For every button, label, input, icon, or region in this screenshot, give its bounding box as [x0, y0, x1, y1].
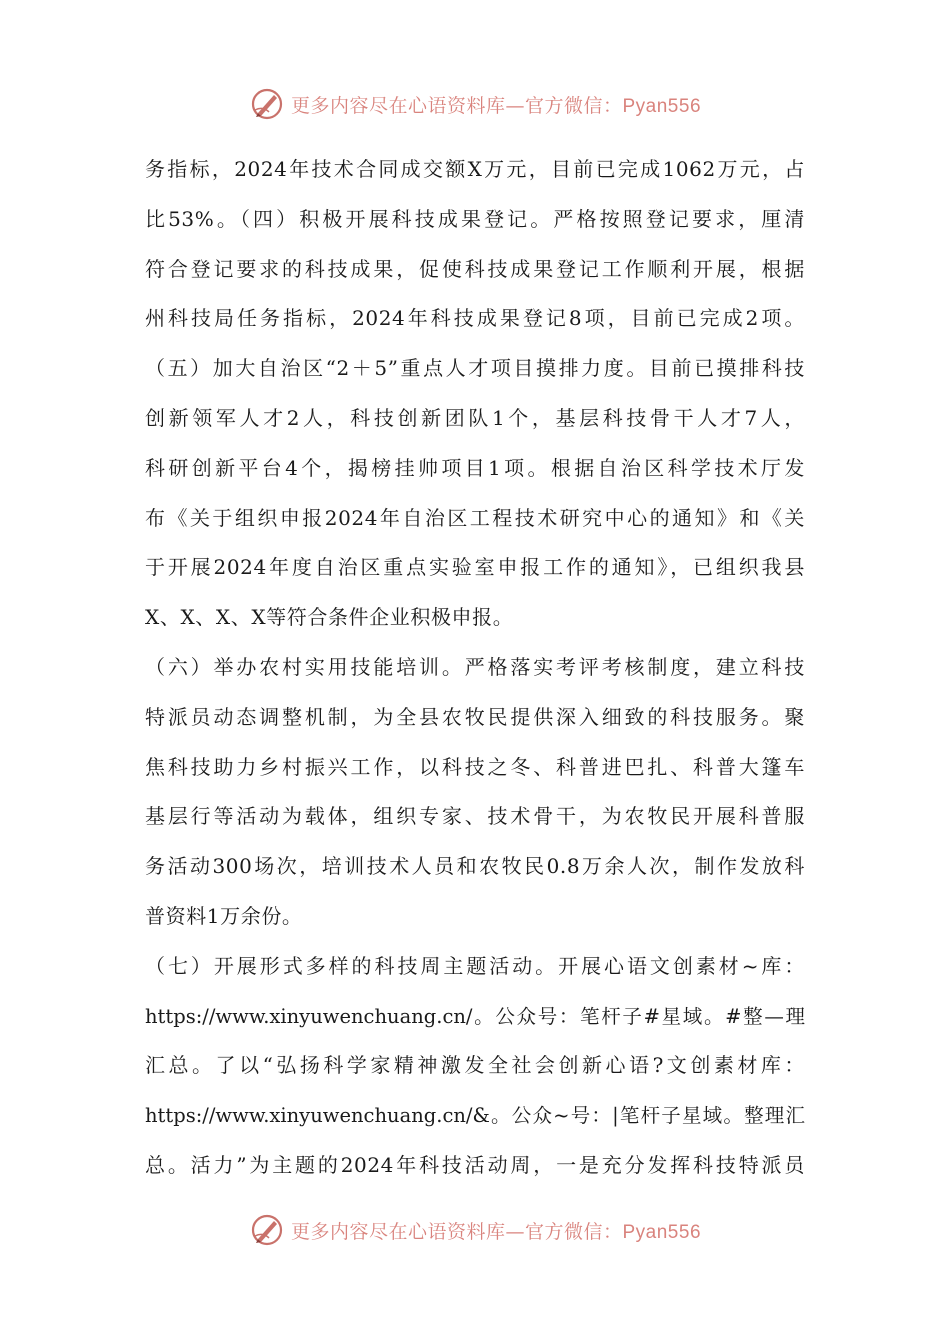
- body-line: 科研创新平台4个，揭榜挂帅项目1项。根据自治区科学技术厅发: [145, 455, 805, 480]
- footer-watermark-cn: 更多内容尽在心语资料库—官方微信：: [290, 1220, 623, 1243]
- body-line: （五）加大自治区“2＋5”重点人才项目摸排力度。目前已摸排科技: [145, 356, 805, 381]
- body-line: 符合登记要求的科技成果，促使科技成果登记工作顺利开展，根据: [145, 256, 805, 281]
- header-watermark-cn: 更多内容尽在心语资料库—官方微信：: [290, 94, 623, 117]
- body-line: 务指标，2024年技术合同成交额X万元，目前已完成1062万元，占: [145, 157, 805, 181]
- body-line: https://www.xinyuwenchuang.cn/&。公众~号：|笔杆子星域。整理汇: [145, 1104, 805, 1128]
- body-line: 创新领军人才2人，科技创新团队1个，基层科技骨干人才7人，: [145, 405, 805, 430]
- footer-watermark-text: [291, 1217, 701, 1244]
- header-watermark-en: Pyan556: [622, 95, 702, 117]
- body-line: 布《关于组织申报2024年自治区工程技术研究中心的通知》和《关: [145, 505, 805, 530]
- body-line: https://www.xinyuwenchuang.cn/。公众号：笔杆子#星域。#整—理: [145, 1004, 805, 1028]
- body-line: 务活动300场次，培训技术人员和农牧民0.8万余人次，制作发放科: [145, 854, 805, 879]
- body-line: （六）举办农村实用技能培训。严格落实考评考核制度，建立科技: [145, 654, 805, 679]
- footer-watermark: [0, 1208, 950, 1252]
- header-watermark: [0, 82, 950, 126]
- pen-circle-logo-icon: [249, 1212, 285, 1248]
- body-line: 于开展2024年度自治区重点实验室申报工作的通知》，已组织我县: [145, 555, 805, 580]
- body-line: X、X、X、X等符合条件企业积极申报。: [145, 605, 514, 630]
- body-line: 焦科技助力乡村振兴工作，以科技之冬、科普进巴扎、科普大篷车: [145, 754, 805, 779]
- body-line: 普资料1万余份。: [145, 903, 303, 928]
- pen-circle-logo-icon: [249, 86, 285, 122]
- body-line: 基层行等活动为载体，组织专家、技术骨干，为农牧民开展科普服: [145, 804, 805, 829]
- body-line: 汇总。了以“弘扬科学家精神激发全社会创新心语?文创素材库：: [145, 1053, 805, 1078]
- document-body: [145, 145, 805, 1191]
- body-line: （七）开展形式多样的科技周主题活动。开展心语文创素材~库：: [145, 953, 805, 978]
- body-line: 总。活力”为主题的2024年科技活动周，一是充分发挥科技特派员: [145, 1152, 805, 1177]
- footer-watermark-en: Pyan556: [622, 1221, 702, 1243]
- body-line: 比53%。（四）积极开展科技成果登记。严格按照登记要求，厘清: [145, 206, 805, 231]
- header-watermark-text: [291, 91, 701, 118]
- body-line: 州科技局任务指标，2024年科技成果登记8项，目前已完成2项。: [145, 306, 805, 331]
- body-line: 特派员动态调整机制，为全县农牧民提供深入细致的科技服务。聚: [145, 704, 805, 729]
